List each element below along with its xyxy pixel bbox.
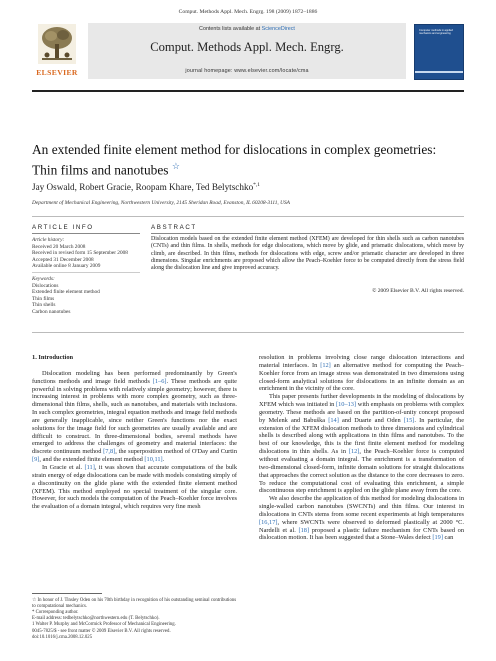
article-title-text: An extended finite element method for dislocations in complex geometries: Thin films and nanotubes bbox=[32, 142, 437, 178]
sciencedirect-link[interactable]: ScienceDirect bbox=[261, 26, 295, 32]
text-run: , and the extended finite element method bbox=[39, 456, 145, 464]
keyword-item: Thin films bbox=[32, 295, 55, 302]
elsevier-logo[interactable] bbox=[32, 23, 82, 79]
paragraph bbox=[259, 495, 464, 542]
citation-link[interactable]: [12] bbox=[320, 361, 331, 369]
history-accepted: Accepted 31 December 2008 bbox=[32, 256, 94, 263]
keyword-item: Extended finite element method bbox=[32, 289, 100, 295]
keywords-rule bbox=[32, 272, 140, 273]
abstract-divider bbox=[32, 332, 464, 333]
elsevier-tree-icon bbox=[38, 24, 76, 64]
text-run: , where SWCNTs were observed to deformed plastically at 2000 °C. Nardelli et al. bbox=[259, 518, 464, 534]
cover-text: Computer methods in applied mechanics and engineering bbox=[419, 29, 453, 36]
text-run: . In particular, the extension of the XFEM dislocation methods to three dimensions and cylindrical shells is described along with applications in thin films and nanotubes. To the best of our knowledge, this is the first finite element method for modeling dislocations in thin shells. As in bbox=[259, 416, 465, 456]
citation-link[interactable]: [1–6] bbox=[152, 377, 167, 385]
affiliation: Department of Mechanical Engineering, Northwestern University, 2145 Sheridan Road, Evanston, IL 60208-3111, USA bbox=[32, 200, 290, 206]
footnotes bbox=[32, 598, 237, 628]
citation-link[interactable]: [19] bbox=[432, 534, 443, 542]
text-run: This paper presents further developments in the modeling of dislocations by XFEM which was initiated in bbox=[259, 393, 464, 409]
text-run: In Gracie et al. bbox=[42, 463, 85, 471]
doi-link[interactable]: doi:10.1016/j.cma.2008.12.025 bbox=[32, 635, 93, 640]
history-received: Received 20 March 2008 bbox=[32, 243, 86, 250]
text-run: and Duarte and Oden bbox=[338, 416, 404, 424]
abstract-copyright: © 2009 Elsevier B.V. All rights reserved. bbox=[372, 288, 464, 294]
text-run: an alternative method for computing the Peach–Koehler force from an image stress was demonstrated in two dimensions using closed-form analytical solutions for dislocations in an infinite domain as an enrichment in the vicinity of the core. bbox=[259, 361, 464, 393]
citation-link[interactable]: [18] bbox=[298, 526, 310, 534]
section-title-introduction: 1. Introduction bbox=[32, 354, 74, 361]
article-info-heading: ARTICLE INFO bbox=[32, 224, 94, 231]
cover-stripe bbox=[415, 71, 463, 73]
journal-cover-thumbnail bbox=[414, 24, 464, 80]
abstract-text: Dislocation models based on the extended finite element method (XFEM) are developed for thin shells such as carbon nanotubes (CNTs) and thin films. In shells, methods for edge dislocations, which move by glide, and prismatic dislocations, which move by climb, are described. In thin films, methods for dislocations with edge, screw and/or prismatic character are developed in three dimensions. Singular enrichments are proposed which allow the Peach–Koehler force to be computed directly from the stress field along the dislocation line and give improved accuracy. bbox=[151, 236, 464, 272]
keyword-item: Dislocations bbox=[32, 282, 59, 289]
journal-masthead bbox=[32, 23, 464, 85]
abstract-rule bbox=[151, 233, 464, 234]
text-run: , it was shown that accurate computations of the bulk strain energy of edge dislocations can be made with models consisting simply of a discontinuity on the glide plane with the extended finite element method (XFEM). This method employed no special treatment of the singular core. However, for such models the computation of the Peach–Koehler force involves the evaluation of a domain integral, which requires very fine mesh bbox=[32, 463, 237, 511]
citation-link[interactable]: [15] bbox=[403, 416, 415, 424]
citation-link[interactable]: [10–13] bbox=[336, 401, 357, 409]
citation-link[interactable]: [14] bbox=[328, 416, 339, 424]
masthead-rule bbox=[32, 90, 464, 92]
journal-homepage[interactable]: journal homepage: www.elsevier.com/locate/cma bbox=[185, 68, 309, 74]
running-head: Comput. Methods Appl. Mech. Engrg. 198 (2009) 1872–1886 bbox=[178, 9, 318, 15]
history-online: Available online 8 January 2009 bbox=[32, 263, 101, 269]
footnote-position: 1 Walter P. Murphy and McCormick Professor of Mechanical Engineering. bbox=[32, 622, 176, 627]
text-run: proposed a plastic failure mechanism for CNTs based on dislocation motion. It has been suggested that a Stone–Wales defect bbox=[259, 526, 464, 542]
citation-link[interactable]: [16,17] bbox=[259, 518, 278, 526]
text-run: resolution in problems involving close range dislocation interactions and material interfaces. In bbox=[259, 354, 464, 369]
citation-link[interactable]: [12] bbox=[348, 448, 360, 456]
citation-link[interactable]: [10,11] bbox=[144, 456, 163, 464]
journal-title: Comput. Methods Appl. Mech. Engrg. bbox=[150, 40, 344, 54]
text-run: Dislocation modeling has been performed predominantly by Green's functions methods and image field methods bbox=[32, 369, 237, 385]
right-column bbox=[259, 354, 464, 542]
footnote-email: E-mail address: tedbelytschko@northwestern.edu (T. Belytschko). bbox=[32, 616, 160, 621]
journal-banner bbox=[88, 23, 406, 79]
footnote-corresponding: * Corresponding author. bbox=[32, 610, 79, 615]
abstract-heading: ABSTRACT bbox=[151, 224, 197, 231]
left-column bbox=[32, 354, 237, 511]
author-list bbox=[32, 182, 464, 192]
text-run: . These methods are quite powerful in solving problems with relatively simple geometry; however, there is increasing interest in problems with more complex geometry, such as three-dimensional thin films, shells, such as nanotubes, and materials with inclusions. In such complex geometries, integral equation methods and image field methods are generally inapplicable, since neither Green's functions nor the exact solutions for the image field for such geometries are usually available and are difficult to construct. In three-dimensional bodies, several methods have emerged to address the challenges of geometry and material interfaces: the discrete continuum method bbox=[32, 377, 237, 456]
text-run: , the Peach–Koehler force is computed without evaluating a domain integral. The enrichment is a transformation of two-dimensional closed-form, infinite domain solutions for straight dislocations that approaches the correct solution as the distance to the core decreases to zero. To reduce the computational cost of evaluating this enrichment, a simple discontinuous step enrichment is applied on the glide plane away from the core. bbox=[259, 448, 464, 495]
article-title bbox=[32, 142, 464, 178]
paragraph bbox=[32, 464, 237, 511]
keywords-block bbox=[32, 276, 140, 315]
history-label: Article history: bbox=[32, 237, 65, 243]
issn-line: 0045-7825/$ - see front matter © 2009 Elsevier B.V. All rights reserved. bbox=[32, 629, 171, 634]
title-footnote-mark[interactable]: ☆ bbox=[171, 161, 180, 171]
paragraph bbox=[32, 370, 237, 464]
paragraph bbox=[259, 393, 464, 495]
paragraph bbox=[259, 354, 464, 393]
article-history bbox=[32, 237, 140, 270]
contents-prefix: Contents lists available at bbox=[199, 26, 262, 32]
publisher-name: ELSEVIER bbox=[36, 68, 78, 77]
keyword-item: Carbon nanotubes bbox=[32, 308, 71, 315]
footnote-rule bbox=[32, 593, 102, 594]
header-divider bbox=[32, 216, 464, 217]
history-revised: Received in revised form 15 September 2008 bbox=[32, 250, 128, 256]
keyword-item: Thin shells bbox=[32, 302, 56, 308]
citation-link[interactable]: [7,8] bbox=[103, 448, 116, 456]
keywords-label: Keywords: bbox=[32, 276, 55, 282]
footnote-dedication: ☆ In honor of J. Tinsley Oden on his 70th birthday in recognition of his outstanding seminal contributions to computational mechanics. bbox=[32, 598, 237, 609]
text-run: with emphasis on problems with complex geometry. These methods are based on the partition-of-unity concept proposed by Melenk and Babuška bbox=[259, 401, 464, 424]
article-info-rule bbox=[32, 233, 140, 234]
text-run: , the superposition method of O'Day and Curtin bbox=[115, 448, 237, 456]
citation-link[interactable]: [11] bbox=[84, 463, 95, 471]
author-footnote-mark[interactable]: *,1 bbox=[253, 182, 261, 188]
authors-text: Jay Oswald, Robert Gracie, Roopam Khare, Ted Belytschko bbox=[32, 182, 254, 193]
citation-link[interactable]: [9] bbox=[32, 456, 40, 464]
text-run: We also describe the application of this method for modeling dislocations in single-walled carbon nanotubes (SWCNTs) and thin films. Our interest in dislocations in CNTs stems from some recent experiments at high temperatures bbox=[259, 495, 464, 518]
text-run: can bbox=[442, 534, 454, 542]
publication-meta bbox=[32, 629, 237, 641]
text-run: . bbox=[162, 456, 165, 464]
contents-line bbox=[88, 26, 406, 32]
